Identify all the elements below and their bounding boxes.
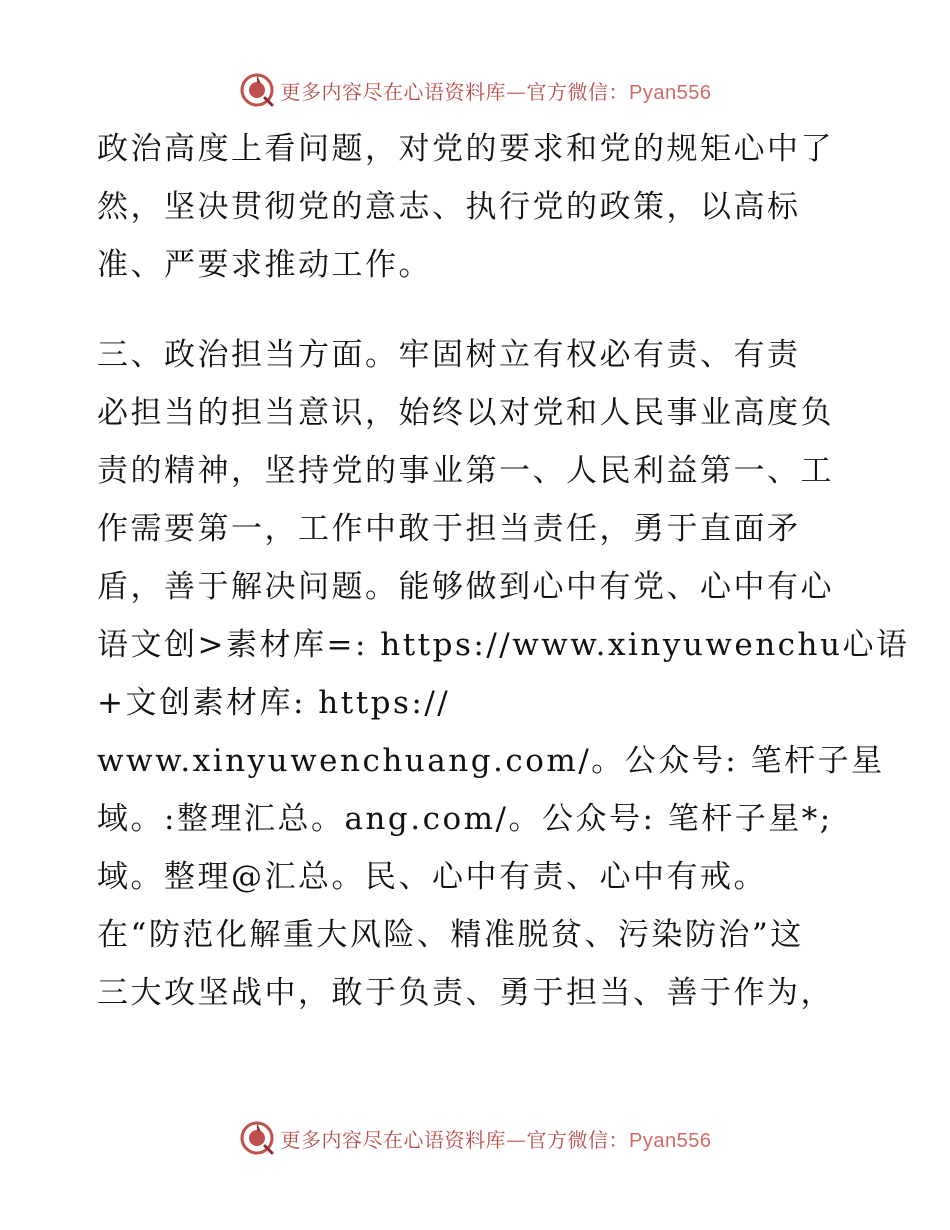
- body-line-10: +文创素材库: https://: [97, 685, 451, 721]
- header-watermark-code: Pyan556: [629, 81, 712, 104]
- header-watermark-title: 更多内容尽在心语资料库: [280, 79, 507, 104]
- body-line-7: 作需要第一，工作中敢于担当责任，勇于直面矛: [97, 511, 801, 547]
- footer-watermark-official: 官方微信：: [526, 1127, 630, 1152]
- body-line-8: 盾，善于解决问题。能够做到心中有党、心中有心: [97, 569, 834, 605]
- footer-watermark-dash: —: [506, 1127, 527, 1152]
- body-line-12: 域。:整理汇总。ang.com/。公众号: 笔杆子星*;: [97, 801, 833, 837]
- header-watermark-text: [281, 76, 712, 105]
- document-body: [97, 120, 910, 1022]
- footer-watermark-text: [281, 1124, 712, 1153]
- header-watermark: [0, 70, 950, 110]
- footer-watermark-code: Pyan556: [629, 1129, 712, 1152]
- brand-logo-icon: [239, 72, 275, 108]
- footer-watermark: [0, 1118, 950, 1158]
- body-line-6: 责的精神，坚持党的事业第一、人民利益第一、工: [97, 453, 834, 489]
- footer-watermark-title: 更多内容尽在心语资料库: [280, 1127, 507, 1152]
- body-line-14: 在“防范化解重大风险、精准脱贫、污染防治”这: [97, 917, 804, 953]
- brand-logo-icon: [239, 1120, 275, 1156]
- header-watermark-official: 官方微信：: [526, 79, 630, 104]
- body-line-4: 三、政治担当方面。牢固树立有权必有责、有责: [97, 337, 801, 373]
- body-line-2: 然，坚决贯彻党的意志、执行党的政策，以高标: [97, 189, 801, 225]
- body-line-15: 三大攻坚战中，敢于负责、勇于担当、善于作为，: [97, 975, 834, 1011]
- body-line-3: 准、严要求推动工作。: [97, 247, 432, 283]
- header-watermark-dash: —: [506, 79, 527, 104]
- body-line-5: 必担当的担当意识，始终以对党和人民事业高度负: [97, 395, 834, 431]
- body-line-1: 政治高度上看问题，对党的要求和党的规矩心中了: [97, 131, 834, 167]
- body-line-11: www.xinyuwenchuang.com/。公众号: 笔杆子星: [97, 743, 885, 779]
- body-line-13: 域。整理@汇总。民、心中有责、心中有戒。: [97, 859, 767, 895]
- body-line-9: 语文创>素材库=: https://www.xinyuwenchu心语: [97, 627, 910, 663]
